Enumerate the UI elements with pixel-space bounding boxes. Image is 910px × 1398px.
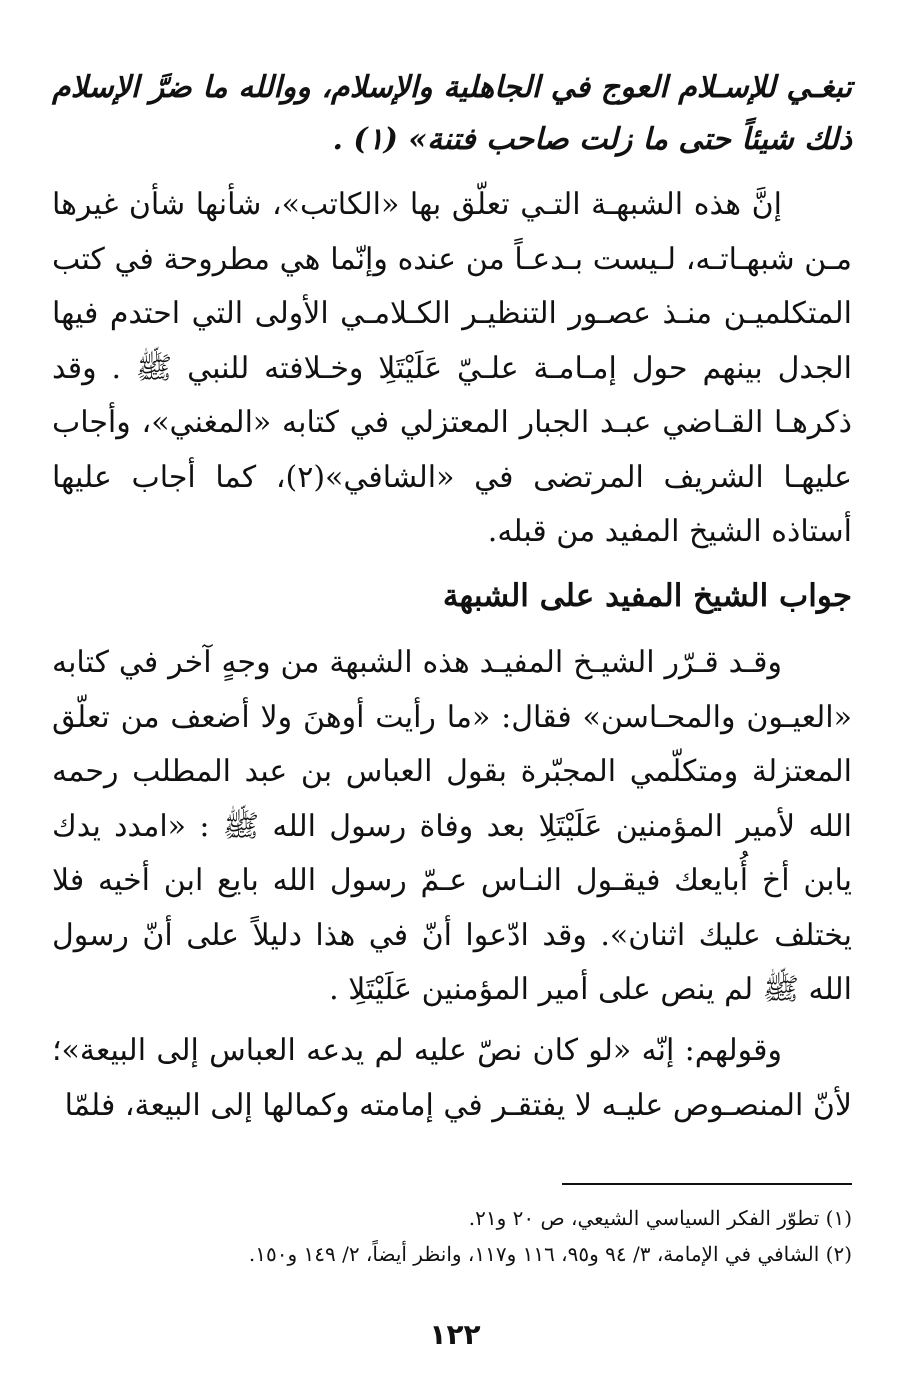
quoted-passage: تبغـي للإسـلام العوج في الجاهلية والإسلام، ووالله ما ضرَّ الإسلام ذلك شيئاً حتى ما زلت صاحب فتنة» (١) .	[52, 70, 852, 157]
section-heading: جواب الشيخ المفيد على الشبهة	[442, 578, 852, 614]
footnote-divider	[562, 1183, 852, 1185]
footnote-1: (١) تطوّر الفكر السياسي الشيعي، ص ٢٠ و٢١.	[468, 1206, 852, 1230]
page-number: ١٢٢	[429, 1318, 481, 1351]
footnote-2: (٢) الشافي في الإمامة، ٣/ ٩٤ و٩٥، ١١٦ و١١٧، وانظر أيضاً، ٢/ ١٤٩ و١٥٠.	[248, 1242, 852, 1266]
paragraph-3: وقولهم: إنّه «لو كان نصّ عليه لم يدعه العباس إلى البيعة»؛ لأنّ المنصـوص عليـه لا يفتقـر في إمامته وكمالها إلى البيعة، فلمّا	[52, 1033, 852, 1123]
paragraph-1: إنَّ هذه الشبهـة التـي تعلّق بها «الكاتب»، شأنها شأن غيرها مـن شبهـاتـه، لـيست بـدعـاً من عنده وإنّما هي مطروحة في كتب المتكلميـن منـذ عصـور التنظيـر الكـلامـي الأولى التي احتدم فيها الجدل بينهم حول إمـامـة علـيّ عَلَيْتَلِا وخـلافته للنبي ﷺ . وقد ذكرهـا القـاضي عبـد الجبار المعتزلي في كتابه «المغني»، وأجاب عليهـا الشريف المرتضى في «الشافي»(٢)، كما أجاب عليها أستاذه الشيخ المفيد من قبله.	[52, 187, 852, 549]
paragraph-2: وقـد قـرّر الشيـخ المفيـد هذه الشبهة من وجهٍ آخر في كتابه «العيـون والمحـاسن» فقال: «ما رأيت أوهنَ ولا أضعف من تعلّق المعتزلة ومتكلّمي المجبّرة بقول العباس بن عبد المطلب رحمه الله لأمير المؤمنين عَلَيْتَلِا بعد وفاة رسول الله ﷺ : «امدد يدك يابن أخ أُبايعك فيقـول النـاس عـمّ رسول الله بايع ابن أخيه فلا يختلف عليك اثنان». وقد ادّعوا أنّ في هذا دليلاً على أنّ رسول الله ﷺ لم ينص على أمير المؤمنين عَلَيْتَلِا .	[52, 645, 852, 1007]
footnotes	[52, 1200, 852, 1272]
